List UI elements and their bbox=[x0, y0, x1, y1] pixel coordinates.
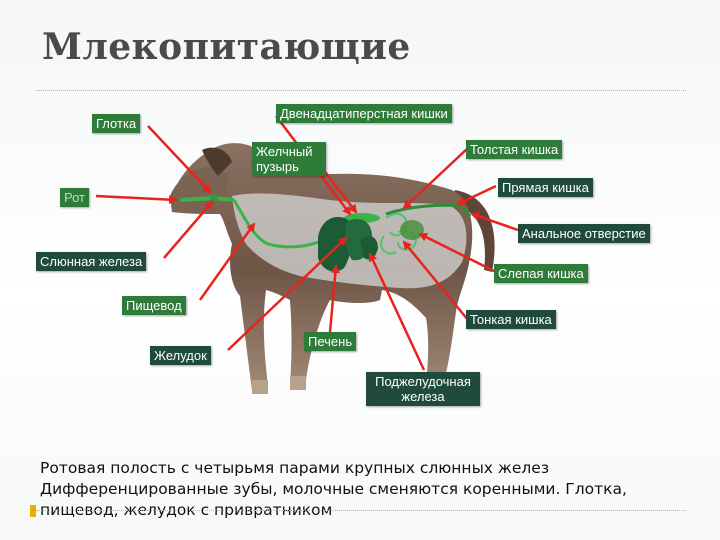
label-glotka: Глотка bbox=[92, 114, 140, 133]
label-zhelchny: Желчный пузырь bbox=[252, 142, 326, 176]
label-analnoe: Анальное отверстие bbox=[518, 224, 650, 243]
bottom-accent-mark bbox=[30, 505, 36, 517]
salivary-dot bbox=[210, 194, 218, 202]
label-pischevod: Пищевод bbox=[122, 296, 186, 315]
caption-line-3: пищевод, желудок с привратником bbox=[40, 501, 333, 519]
label-tonkaya: Тонкая кишка bbox=[466, 310, 556, 329]
label-slyunnaya: Слюнная железа bbox=[36, 252, 146, 271]
cecum-shape bbox=[400, 220, 424, 240]
caption-line-2: Дифференцированные зубы, молочные сменяются коренными. Глотка, bbox=[40, 480, 627, 498]
label-zheludok: Желудок bbox=[150, 346, 211, 365]
mouth-tract bbox=[180, 198, 234, 200]
caption-line-1: Ротовая полость с четырьмя парами крупных слюнных желез bbox=[40, 459, 550, 477]
label-podzheludochnaya: Поджелудочная железа bbox=[366, 372, 480, 406]
label-dvenadtsat: Двенадцатиперстная кишки bbox=[276, 104, 452, 123]
label-pryamaya: Прямая кишка bbox=[498, 178, 593, 197]
bottom-divider bbox=[36, 510, 686, 511]
dog-leg-mid bbox=[290, 376, 306, 390]
page-title: Млекопитающие bbox=[42, 26, 411, 68]
caption-text bbox=[40, 458, 700, 521]
label-pechen: Печень bbox=[304, 332, 356, 351]
dog-leg-front bbox=[252, 380, 268, 394]
arrow-rot bbox=[96, 196, 176, 200]
label-rot: Рот bbox=[60, 188, 89, 207]
label-slepaya: Слепая кишка bbox=[494, 264, 588, 283]
label-tolstaya: Толстая кишка bbox=[466, 140, 562, 159]
